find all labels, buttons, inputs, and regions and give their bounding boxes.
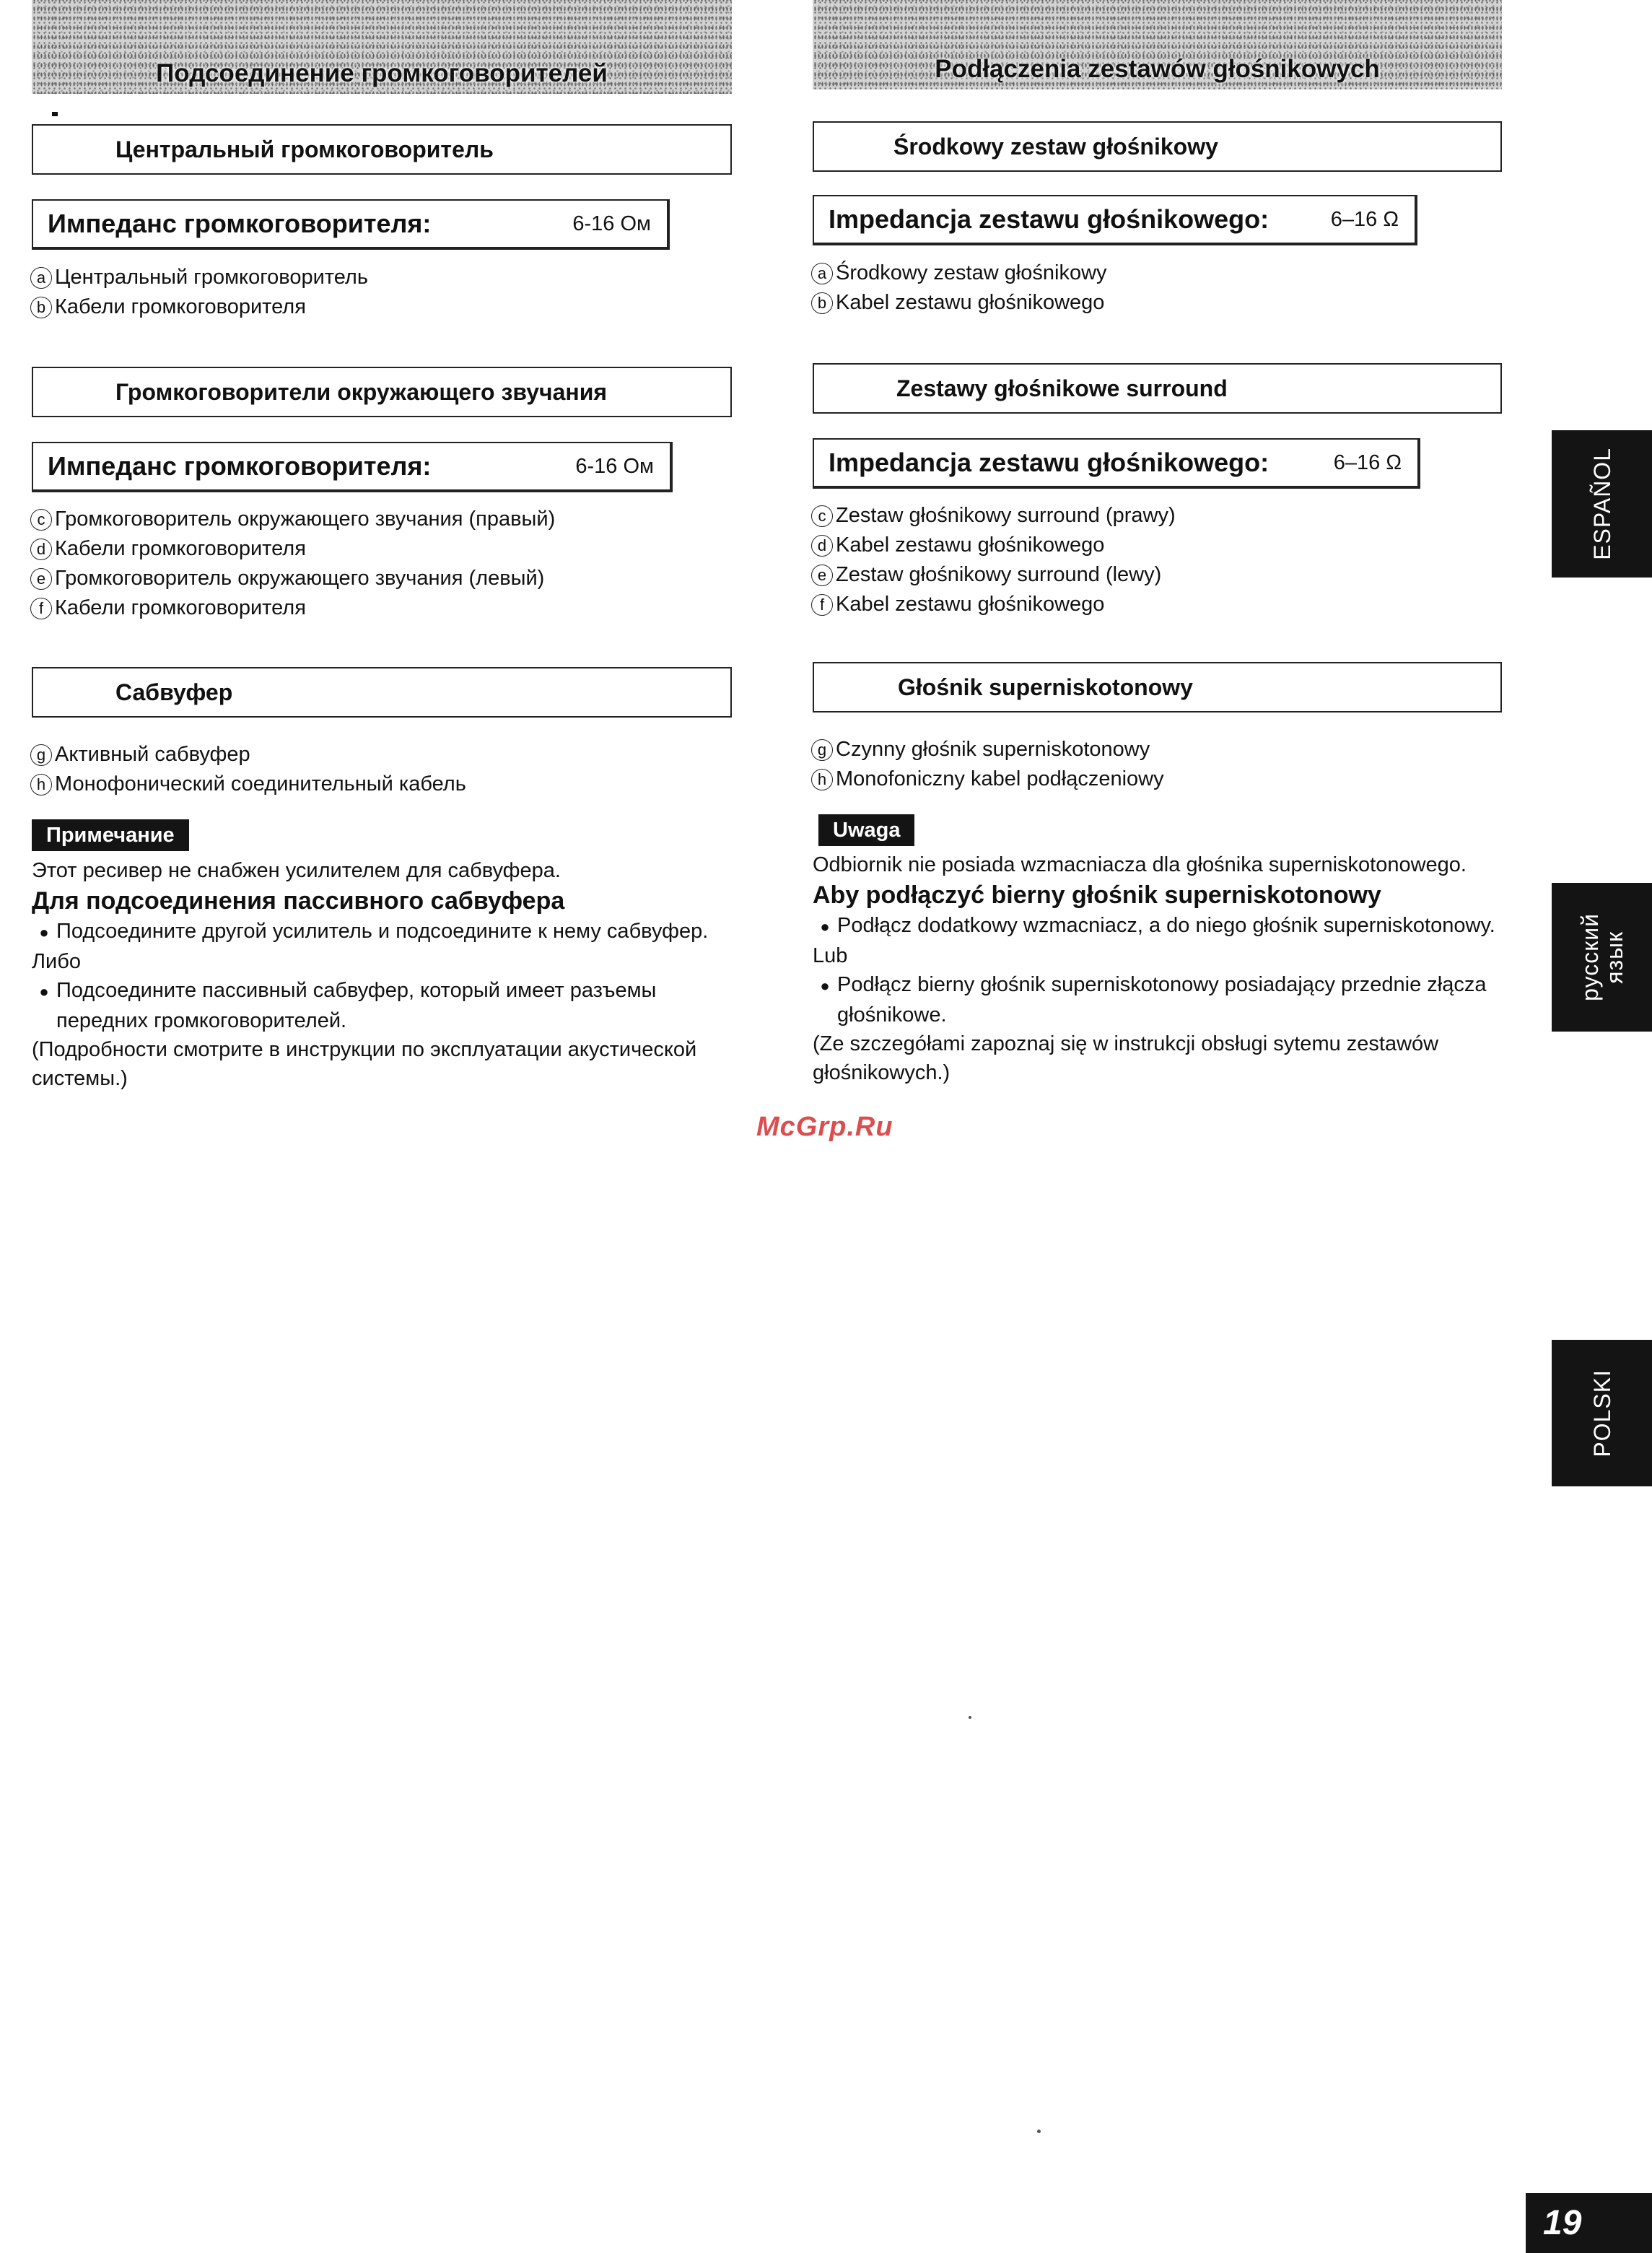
scan-speck: [1037, 2130, 1041, 2133]
list-item: [32, 740, 732, 770]
language-tab-russian: [1552, 883, 1652, 1032]
center-speaker-list: [813, 258, 1502, 318]
language-tab-espanol: [1552, 430, 1652, 578]
list-item-text: Zestaw głośnikowy surround (prawy): [836, 504, 1176, 527]
list-item-text: Громкоговоритель окружающего звучания (левый): [55, 567, 545, 590]
list-item-text: Монофонический соединительный кабель: [55, 772, 466, 796]
list-item-text: Центральный громкоговоритель: [55, 266, 368, 289]
note-tag: Примечание: [32, 819, 189, 851]
surround-impedance-box: [32, 442, 673, 492]
circled-letter-icon: d: [30, 539, 52, 560]
surround-speaker-list: [813, 501, 1502, 619]
note-tag: Uwaga: [818, 814, 914, 846]
circled-letter-icon: f: [811, 594, 833, 616]
circled-letter-icon: e: [30, 568, 52, 590]
impedance-value: 6–16 Ω: [1330, 207, 1399, 231]
list-item: [813, 288, 1502, 318]
impedance-label: Импеданс громкоговорителя:: [48, 209, 432, 238]
impedance-label: Impedancja zestawu głośnikowego:: [829, 204, 1269, 234]
bullet-icon: ●: [820, 977, 830, 995]
impedance-value: 6-16 Ом: [575, 454, 654, 478]
circled-letter-icon: e: [811, 565, 833, 586]
section-title-band: [32, 0, 732, 94]
circled-letter-icon: g: [30, 744, 52, 766]
list-item: [813, 560, 1502, 590]
list-item-text: Активный сабвуфер: [55, 743, 250, 766]
list-item-text: Громкоговоритель окружающего звучания (правый): [55, 507, 556, 531]
bullet-icon: ●: [39, 923, 49, 941]
circled-letter-icon: h: [30, 774, 52, 796]
subwoofer-heading: Сабвуфер: [32, 667, 732, 718]
list-item-text: Kabel zestawu głośnikowego: [836, 593, 1105, 616]
note-paragraph: (Подробности смотрите в инструкции по эксплуатации акустической системы.): [32, 1038, 697, 1090]
circled-letter-icon: b: [30, 297, 52, 318]
subwoofer-heading: Głośnik superniskotonowy: [813, 662, 1502, 712]
note-body: [32, 856, 732, 1093]
list-item: [32, 770, 732, 799]
bullet-mark: [52, 112, 58, 116]
section-title: Podłączenia zestawów głośnikowych: [935, 55, 1380, 83]
circled-letter-icon: f: [30, 598, 52, 619]
section-title-band: [813, 0, 1502, 90]
tab-label: ESPAÑOL: [1588, 448, 1615, 560]
center-impedance-box: [813, 195, 1417, 245]
circled-letter-icon: d: [811, 535, 833, 557]
note-body: [813, 850, 1502, 1087]
tab-label: POLSKI: [1588, 1369, 1615, 1457]
subwoofer-list: [32, 740, 732, 799]
note-or: Lub: [813, 944, 848, 967]
list-item: [32, 564, 732, 593]
note-bullet: ● Подсоедините другой усилитель и подсоедините к нему сабвуфер.: [32, 917, 732, 947]
impedance-value: 6–16 Ω: [1333, 450, 1402, 474]
list-item: [32, 292, 732, 322]
subwoofer-list: [813, 735, 1502, 794]
surround-speaker-heading: Zestawy głośnikowe surround: [813, 363, 1502, 414]
list-item-text: Czynny głośnik superniskotonowy: [836, 738, 1150, 761]
list-item: [813, 258, 1502, 288]
list-item-text: Кабели громкоговорителя: [55, 295, 306, 318]
impedance-label: Impedancja zestawu głośnikowego:: [829, 448, 1269, 477]
list-item: [32, 505, 732, 534]
bullet-icon: ●: [39, 982, 49, 1001]
list-item-text: Środkowy zestaw głośnikowy: [836, 261, 1107, 284]
surround-impedance-box: [813, 438, 1420, 489]
list-item: [813, 501, 1502, 531]
note-paragraph: Этот ресивер не снабжен усилителем для сабвуфера.: [32, 859, 561, 882]
list-item: [32, 534, 732, 564]
bullet-icon: ●: [820, 918, 830, 936]
note-or: Либо: [32, 950, 81, 973]
note-heading: Aby podłączyć bierny głośnik superniskotonowy: [813, 881, 1381, 909]
section-title: Подсоединение громкоговорителей: [156, 59, 608, 87]
center-speaker-list: [32, 263, 732, 322]
list-item: [32, 593, 732, 623]
list-item: [32, 263, 732, 292]
watermark: McGrp.Ru: [756, 1112, 893, 1142]
note-bullet: ● Podłącz bierny głośnik superniskotonowy posiadający przednie złącza głośnikowe.: [813, 970, 1502, 1029]
circled-letter-icon: a: [30, 267, 52, 289]
center-speaker-heading: Środkowy zestaw głośnikowy: [813, 121, 1502, 172]
list-item: [813, 735, 1502, 764]
center-impedance-box: [32, 199, 670, 250]
surround-speaker-list: [32, 505, 732, 623]
list-item-text: Kabel zestawu głośnikowego: [836, 533, 1105, 557]
list-item-text: Zestaw głośnikowy surround (lewy): [836, 563, 1162, 586]
list-item: [813, 764, 1502, 794]
circled-letter-icon: b: [811, 292, 833, 314]
list-item: [813, 590, 1502, 619]
note-heading: Для подсоединения пассивного сабвуфера: [32, 887, 565, 915]
list-item-text: Кабели громкоговорителя: [55, 537, 306, 560]
page-number: 19: [1526, 2193, 1652, 2253]
circled-letter-icon: g: [811, 739, 833, 761]
scan-speck: [969, 1716, 971, 1719]
language-tab-polski: [1552, 1340, 1652, 1486]
impedance-label: Импеданс громкоговорителя:: [48, 451, 432, 481]
list-item-text: Monofoniczny kabel podłączeniowy: [836, 767, 1164, 790]
circled-letter-icon: c: [30, 509, 52, 531]
note-paragraph: (Ze szczegółami zapoznaj się w instrukcji obsługi sytemu zestawów głośnikowych.): [813, 1032, 1439, 1084]
list-item-text: Кабели громкоговорителя: [55, 596, 306, 619]
list-item-text: Kabel zestawu głośnikowego: [836, 291, 1105, 314]
note-bullet: ● Подсоедините пассивный сабвуфер, который имеет разъемы передних громкоговорителей.: [32, 976, 732, 1035]
note-bullet: ● Podłącz dodatkowy wzmacniacz, a do niego głośnik superniskotonowy.: [813, 911, 1502, 941]
center-speaker-heading: Центральный громкоговоритель: [32, 124, 732, 175]
note-paragraph: Odbiornik nie posiada wzmacniacza dla głośnika superniskotonowego.: [813, 853, 1467, 876]
surround-speaker-heading: Громкоговорители окружающего звучания: [32, 367, 732, 417]
tab-label: русский язык: [1576, 913, 1627, 1001]
list-item: [813, 531, 1502, 560]
impedance-value: 6-16 Ом: [572, 212, 651, 235]
circled-letter-icon: h: [811, 769, 833, 790]
circled-letter-icon: c: [811, 505, 833, 527]
circled-letter-icon: a: [811, 263, 833, 284]
